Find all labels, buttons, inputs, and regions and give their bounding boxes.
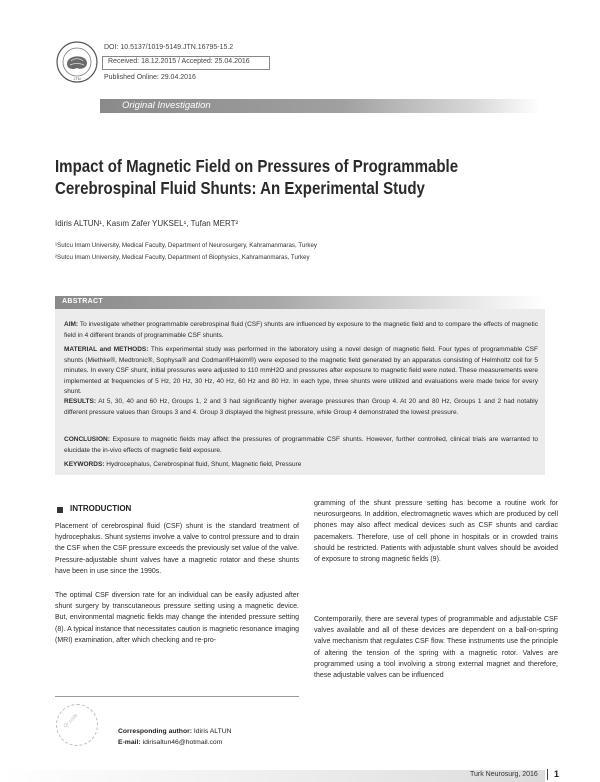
- results-text: At 5, 30, 40 and 60 Hz, Groups 1, 2 and 3 had significantly higher average pressures than Group 4. At 20 and 80 Hz, Groups 1 and 2 had notably different pressure values than Groups 3 and 4. Group 3 displayed the highest pressure, while Group 4 demonstrated the lowest pressure.: [64, 398, 538, 416]
- corr-name: Idiris ALTUN: [193, 728, 232, 735]
- affiliation-1: ¹Sutcu Imam University, Medical Faculty, Department of Neurosurgery, Kahramanmaras, Turkey: [55, 242, 318, 249]
- aim-label: AIM:: [64, 321, 79, 328]
- methods-label: MATERIAL and METHODS:: [64, 346, 149, 353]
- footer-bar: [0, 770, 545, 782]
- intro-paragraph-1: Placement of cerebrospinal fluid (CSF) shunt is the standard treatment of hydrocephalus. Shunt systems involve a valve to control pressure and to drain the CSF when the CSF pressure exceeds the previously set value of the valve. Pressure-adjustable shunt valves have a magnetic rotator and these shunts have been in use since the 1990s.: [55, 523, 299, 575]
- page-number: 1: [554, 769, 560, 779]
- aim-text: To investigate whether programmable cerebrospinal fluid (CSF) shunts are influenced by exposure to the magnetic field and to compare the effects of magnetic field in 4 different brands of programmable CSF shunts.: [64, 321, 538, 339]
- abstract-keywords: [64, 460, 538, 471]
- keywords-text: Hydrocephalus, Cerebrospinal fluid, Shunt, Magnetic field, Pressure: [106, 461, 302, 468]
- title-line-2: Cerebrospinal Fluid Shunts: An Experimental Study: [55, 178, 425, 198]
- intro-paragraph-4: Contemporarily, there are several types of programmable and adjustable CSF valves available and all of these devices are dependent on a ball-on-spring valve mechanism that regulates CSF flow. These instruments use the principle of altering the tension of the spring with a magnetic rotor. Valves are programmed using a tool involving a strong external magnet and therefore, these adjustable valves can be influenced: [314, 616, 558, 680]
- conclusion-text: Exposure to magnetic fields may affect the pressures of programmable CSF shunts. However, further controlled, clinical trials are warranted to elucidate the in-vivo effects of magnetic field exposure.: [64, 436, 538, 454]
- keywords-label: KEYWORDS:: [64, 461, 105, 468]
- page-separator: [547, 769, 548, 780]
- intro-paragraph-3: gramming of the shunt pressure setting has become a routine work for neurosurgeons. In addition, electromagnetic waves which are produced by cell phones may also affect medical devices such as CSF shunts and cardiac pacemakers. Therefore, use of cell phone in hospitals or in crowded trains should be restricted. Patients with adjustable shunt valves should be avoided of exposure to strong magnetic fields (9).: [314, 500, 558, 564]
- email-link[interactable]: idirisaltun46@hotmail.com: [142, 739, 223, 746]
- title-line-1: Impact of Magnetic Field on Pressures of Programmable: [55, 156, 459, 176]
- journal-citation: Turk Neurosurg, 2016: [470, 771, 538, 778]
- received-accepted-dates: Received: 18.12.2015 / Accepted: 25.04.2016: [108, 58, 250, 65]
- authors: Idiris ALTUN¹, Kasım Zafer YUKSEL¹, Tufan MERT²: [55, 219, 239, 228]
- section-bullet-icon: [57, 507, 63, 513]
- results-label: RESULTS:: [64, 398, 97, 405]
- abstract-header-bar: [55, 296, 545, 309]
- author-email: [118, 739, 222, 746]
- section-label: Original Investigation: [122, 100, 211, 111]
- svg-text:JTN: JTN: [73, 76, 81, 81]
- corresponding-author: [118, 728, 232, 735]
- affiliation-2: ²Sutcu Imam University, Medical Faculty, Department of Biophysics, Kahramanmaras, Turkey: [55, 254, 310, 261]
- abstract-conclusion: [64, 435, 538, 456]
- abstract-aim: [64, 320, 538, 341]
- society-logo-icon: [55, 40, 99, 84]
- article-title: [55, 155, 485, 199]
- conclusion-label: CONCLUSION:: [64, 436, 110, 443]
- abstract-results: [64, 397, 538, 418]
- methods-text: This experimental study was performed in the laboratory using a novel design of magnetic field. Four types of programmable CSF shunts (Miethke®, Medtronic®, Sophysa® and Codman®Hakim®) were exposed to the magnetic field generated by an apparatus consisting of Helmholtz coil for 5 minutes. In every CSF shunt, initial pressures were adjusted to 110 mmH2O and pressures after exposure to magnetic field were noted. These measurements were implemented at frequencies of 5 Hz, 20 Hz, 30 Hz, 40 Hz, 60 Hz and 80 Hz. In each type, three shunts were utilized and evaluations were made twice for every shunt.: [64, 346, 538, 396]
- corr-label: Corresponding author:: [118, 728, 193, 735]
- email-label: E-mail:: [118, 739, 141, 746]
- published-date: Published Online: 29.04.2016: [104, 74, 196, 81]
- footnote-rule: [55, 696, 299, 697]
- introduction-heading: INTRODUCTION: [70, 504, 132, 513]
- intro-paragraph-2: The optimal CSF diversion rate for an individual can be easily adjusted after shunt surgery by transcutaneous pressure setting using a magnetic device. But, environmental magnetic fields may change the intended pressure setting (8). A typical instance that necessitates caution is magnetic resonance imaging (MRI) examination, after which checking and re-pro-: [55, 592, 299, 644]
- doi[interactable]: DOI: 10.5137/1019-5149.JTN.16795-15.2: [104, 44, 234, 51]
- abstract-methods: [64, 345, 538, 398]
- stamp-text: Qr code: [62, 712, 80, 730]
- abstract-heading: ABSTRACT: [62, 298, 103, 305]
